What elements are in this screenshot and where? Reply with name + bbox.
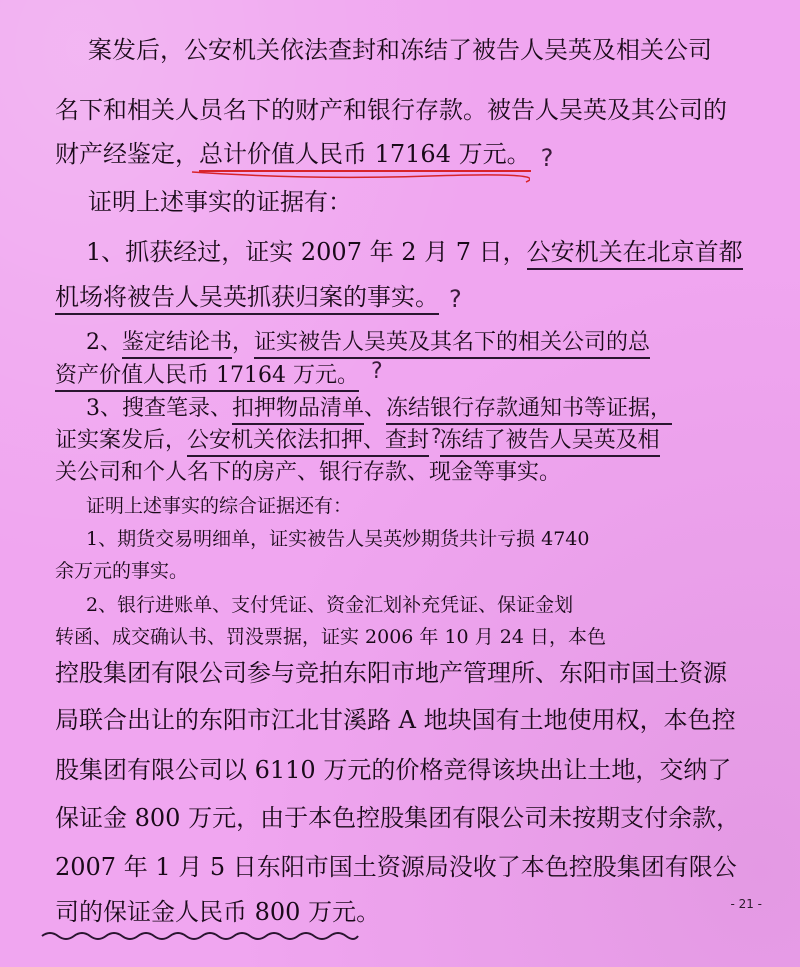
underlined-text: 公安机关依法扣押、查封 — [187, 428, 429, 457]
page-number: - 21 - — [730, 897, 762, 911]
text-line: 保证金 800 万元，由于本色控股集团有限公司未按期支付余款， — [55, 804, 741, 832]
underlined-text: 总计价值人民币 17164 万元。 — [199, 140, 531, 172]
text-line — [55, 359, 383, 388]
text-line: 余万元的事实。 — [55, 560, 189, 582]
text-segment: 3、搜查笔录、 — [86, 396, 232, 421]
text-line — [86, 398, 672, 420]
underlined-text: 冻结银行存款通知书等证据， — [386, 396, 672, 425]
text-segment: 证实案发后， — [55, 428, 188, 453]
underlined-text: 鉴定结论书 — [122, 330, 232, 359]
question-mark-annotation: ? — [540, 144, 554, 172]
text-line — [86, 332, 650, 354]
text-line: 名下和相关人员名下的财产和银行存款。被告人吴英及其公司的 — [55, 96, 727, 124]
text-segment: 2、 — [86, 330, 122, 355]
question-mark-annotation: ? — [431, 424, 442, 448]
text-line: 2、银行进账单、支付凭证、资金汇划补充凭证、保证金划 — [86, 594, 574, 616]
text-segment: ， — [232, 330, 255, 355]
text-line: 股集团有限公司以 6110 万元的价格竞得该块出让土地，交纳了 — [55, 756, 732, 784]
question-mark-annotation: ? — [449, 285, 462, 313]
underlined-text: 证实被告人吴英及其名下的相关公司的总 — [254, 330, 650, 359]
underlined-text: 资产价值人民币 17164 万元。 — [55, 363, 359, 392]
text-line: 案发后，公安机关依法查封和冻结了被告人吴英及相关公司 — [88, 36, 712, 64]
underlined-text: 机场将被告人吴英抓获归案的事实。 — [55, 283, 439, 315]
text-line: 转函、成交确认书、罚没票据，证实 2006 年 10 月 24 日，本色 — [55, 626, 606, 648]
red-underline-swash — [190, 162, 530, 186]
question-mark-annotation: ? — [370, 359, 383, 384]
text-line: 局联合出让的东阳市江北甘溪路 A 地块国有土地使用权，本色控 — [55, 706, 736, 734]
underlined-text: 冻结了被告人吴英及相 — [440, 428, 660, 457]
text-line — [86, 240, 743, 264]
text-segment: 、 — [364, 396, 387, 421]
text-line — [55, 424, 660, 453]
text-line: 控股集团有限公司参与竞拍东阳市地产管理所、东阳市国土资源 — [55, 659, 727, 687]
underlined-text: 扣押物品清单 — [232, 396, 364, 425]
wavy-underline-mark — [40, 928, 360, 942]
text-line: 1、期货交易明细单，证实被告人吴英炒期货共计亏损 4740 — [86, 528, 590, 550]
text-line: 司的保证金人民币 800 万元。 — [55, 898, 381, 926]
text-segment: 财产经鉴定， — [55, 140, 199, 168]
text-line: 关公司和个人名下的房产、银行存款、现金等事实。 — [55, 460, 562, 485]
text-segment: 1、抓获经过，证实 2007 年 2 月 7 日， — [86, 238, 527, 266]
text-line — [55, 283, 462, 313]
text-line: 证明上述事实的综合证据还有： — [86, 495, 353, 517]
underlined-text: 公安机关在北京首都 — [527, 238, 743, 270]
text-line: 证明上述事实的证据有： — [88, 188, 352, 216]
text-line: 2007 年 1 月 5 日东阳市国土资源局没收了本色控股集团有限公 — [55, 853, 737, 881]
